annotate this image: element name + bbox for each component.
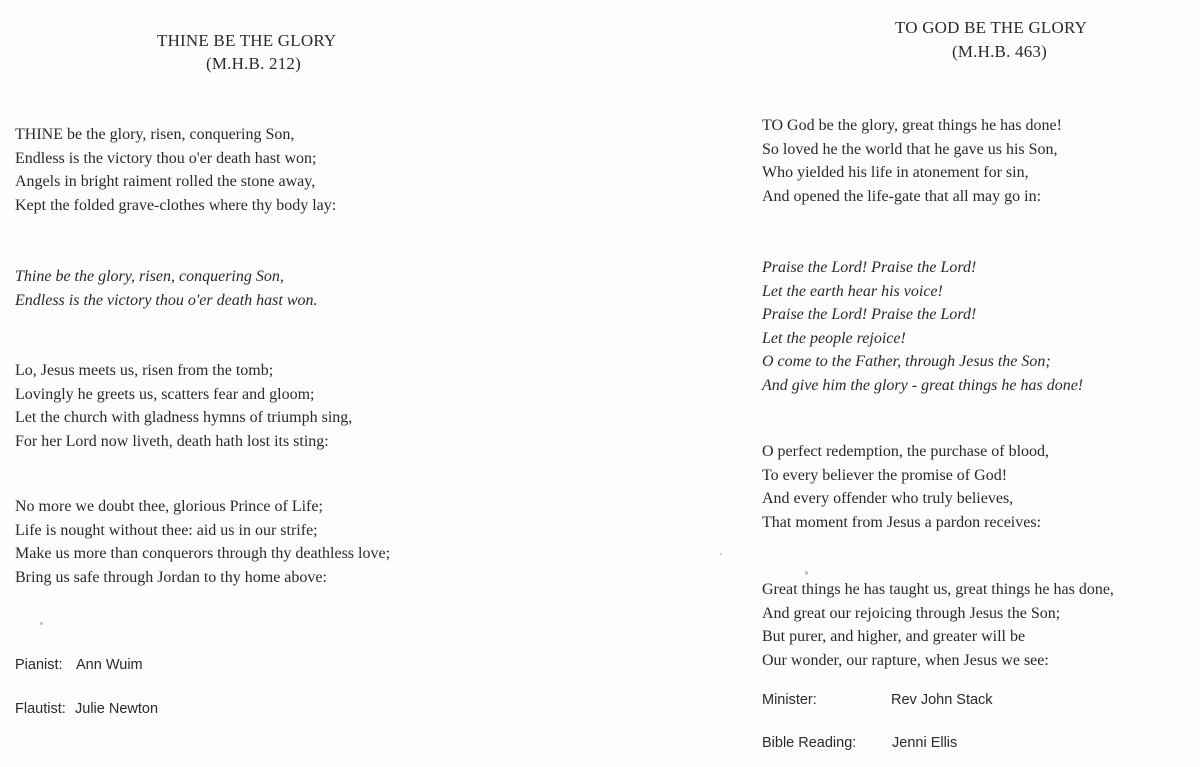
hymn-title: THINE BE THE GLORY <box>157 31 337 50</box>
verse-line: But purer, and higher, and greater will be <box>762 628 1026 646</box>
chorus-line: O come to the Father, through Jesus the Son; <box>762 353 1051 371</box>
verse-line: And opened the life-gate that all may go in: <box>762 187 1042 205</box>
scan-speck <box>805 571 808 575</box>
verse-line: So loved he the world that he gave us his Son, <box>762 140 1058 158</box>
credit-role: Flautist: <box>15 701 66 717</box>
chorus-line: Praise the Lord! Praise the Lord! <box>762 259 977 276</box>
chorus-line: Endless is the victory thou o'er death hast won. <box>15 291 318 309</box>
hymn-reference: (M.H.B. 463) <box>952 42 1047 61</box>
hymn-title: TO GOD BE THE GLORY <box>895 18 1088 37</box>
verse-line: Bring us safe through Jordan to thy home above: <box>15 568 327 586</box>
chorus-line: Let the earth hear his voice! <box>762 282 943 300</box>
verse-line: O perfect redemption, the purchase of blood, <box>762 443 1050 460</box>
scan-speck <box>40 622 43 625</box>
scan-speck <box>720 553 722 555</box>
verse-line: That moment from Jesus a pardon receives: <box>762 513 1042 531</box>
verse-3 <box>15 495 390 589</box>
verse-line: Our wonder, our rapture, when Jesus we see: <box>762 651 1049 669</box>
verse-line: Who yielded his life in atonement for sin, <box>762 164 1029 182</box>
chorus-line: Praise the Lord! Praise the Lord! <box>762 306 977 324</box>
credit-name: Ann Wuim <box>76 657 143 673</box>
verse-line: Let the church with gladness hymns of triumph sing, <box>15 409 353 427</box>
credit-role: Pianist: <box>15 657 63 673</box>
credit-role: Minister: <box>762 692 817 708</box>
chorus-line: Let the people rejoice! <box>762 329 906 347</box>
verse-line: TO God be the glory, great things he has done! <box>762 117 1062 134</box>
verse-line: Make us more than conquerors through thy deathless love; <box>15 545 391 563</box>
credit-role: Bible Reading: <box>762 735 857 751</box>
verse-2 <box>762 440 1049 534</box>
verse-line: Kept the folded grave-clothes where thy body lay: <box>15 196 337 214</box>
verse-line: To every believer the promise of God! <box>762 466 1008 484</box>
verse-line: For her Lord now liveth, death hath lost its sting: <box>15 432 329 450</box>
verse-1 <box>15 123 336 217</box>
verse-line: Lo, Jesus meets us, risen from the tomb; <box>15 362 274 379</box>
verse-line: Great things he has taught us, great things he has done, <box>762 581 1114 598</box>
chorus-line: Thine be the glory, risen, conquering Son, <box>15 268 284 285</box>
verse-line: Angels in bright raiment rolled the stone away, <box>15 173 316 191</box>
chorus <box>15 265 318 312</box>
verse-line: Life is nought without thee: aid us in our strife; <box>15 521 318 539</box>
credit-name: Jenni Ellis <box>892 735 958 751</box>
verse-line: And great our rejoicing through Jesus the Son; <box>762 604 1061 622</box>
verse-line: And every offender who truly believes, <box>762 490 1014 508</box>
verse-line: Endless is the victory thou o'er death hast won; <box>15 149 317 167</box>
chorus <box>762 256 1083 398</box>
verse-3 <box>762 578 1114 672</box>
verse-line: No more we doubt thee, glorious Prince of Life; <box>15 498 323 515</box>
chorus-line: And give him the glory - great things he has done! <box>762 376 1084 394</box>
credit-name: Rev John Stack <box>891 692 993 708</box>
credit-name: Julie Newton <box>75 701 159 717</box>
verse-line: THINE be the glory, risen, conquering Son, <box>15 126 295 143</box>
verse-line: Lovingly he greets us, scatters fear and gloom; <box>15 385 315 403</box>
verse-2 <box>15 359 352 453</box>
verse-1 <box>762 114 1062 208</box>
hymn-reference: (M.H.B. 212) <box>206 54 301 73</box>
